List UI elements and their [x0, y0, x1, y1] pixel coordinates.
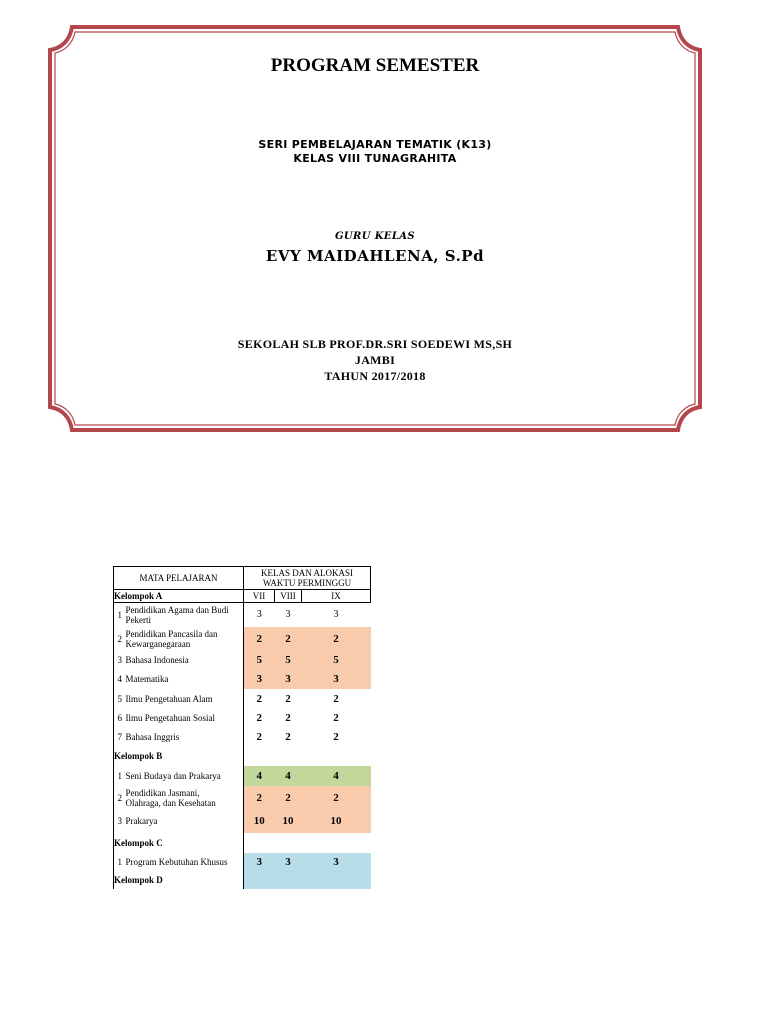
subject-cell [126, 603, 244, 627]
table-row [114, 670, 371, 689]
hours-vii: 2 [244, 627, 275, 651]
hours-ix: 2 [333, 731, 339, 743]
subject-cell [126, 689, 244, 709]
hours-ix: 3 [302, 670, 371, 689]
teacher-label: GURU KELAS [334, 231, 416, 242]
hours-vii: 2 [244, 786, 275, 810]
school-city: JAMBI [354, 353, 396, 367]
hours-viii: 5 [275, 651, 302, 670]
subject-name: Pendidikan Pancasila dan [125, 628, 218, 639]
hours-vii: 2 [256, 712, 263, 724]
table-row [114, 766, 371, 786]
schedule-table [113, 566, 371, 889]
table-row [114, 810, 371, 833]
hours-viii: 3 [285, 609, 291, 621]
series-info [50, 138, 700, 166]
series-line: SERI PEMBELAJARAN TEMATIK (K13) [258, 138, 492, 151]
school-name: SEKOLAH SLB PROF.DR.SRI SOEDEWI MS,SH [237, 337, 513, 351]
subject-cell [126, 709, 244, 728]
hours-vii: 5 [244, 651, 275, 670]
page-title: PROGRAM SEMESTER [270, 55, 480, 76]
subject-name: Ilmu Pengetahuan Sosial [125, 713, 215, 723]
hours-vii: 3 [244, 853, 275, 872]
row-number: 1 [114, 853, 126, 872]
subject-cell [126, 670, 244, 689]
subject-name: Prakarya [125, 816, 158, 826]
table-row [114, 627, 371, 651]
hours-vii: 3 [244, 670, 275, 689]
hours-viii: 2 [285, 692, 291, 705]
subject-name-cont: Kewarganegaraan [125, 638, 191, 649]
subject-name: Matematika [125, 674, 169, 684]
table-row [114, 728, 371, 747]
table-row [114, 651, 371, 670]
table-row [114, 786, 371, 810]
hours-vii: 2 [256, 731, 263, 743]
hours-vii: 2 [256, 692, 263, 705]
subject-name: Pendidikan Agama dan Budi [125, 604, 229, 615]
hours-viii: 10 [275, 810, 302, 833]
schedule-table-wrapper [113, 566, 370, 889]
school-info [50, 336, 700, 384]
row-number: 1 [114, 766, 126, 786]
row-number: 4 [114, 670, 126, 689]
group-row [114, 833, 371, 853]
cover-page [50, 28, 700, 438]
subject-name: Pendidikan Jasmani, [125, 787, 200, 798]
hours-ix: 3 [333, 609, 339, 621]
hours-viii: 2 [275, 627, 302, 651]
subject-cell [126, 728, 244, 747]
row-number: 7 [114, 728, 126, 747]
table-row [114, 853, 371, 872]
subject-cell [126, 786, 244, 810]
subject-name-cont: Olahraga, dan Kesehatan [125, 797, 216, 808]
school-year: TAHUN 2017/2018 [324, 369, 426, 383]
subject-cell [126, 766, 244, 786]
table-row [114, 689, 371, 709]
subject-cell [126, 627, 244, 651]
hours-viii: 2 [285, 731, 291, 743]
row-number: 5 [114, 689, 126, 709]
table-body [114, 590, 371, 889]
hours-ix: 2 [302, 786, 371, 810]
hours-vii: 4 [244, 766, 275, 786]
hours-viii: 2 [275, 786, 302, 810]
class-header-viii: VIII [275, 590, 302, 603]
subject-name-cont: Pekerti [125, 614, 151, 625]
teacher-name: EVY MAIDAHLENA, S.Pd [265, 247, 485, 265]
class-line: KELAS VIII TUNAGRAHITA [293, 152, 457, 165]
hours-viii: 3 [275, 853, 302, 872]
hours-ix: 10 [302, 810, 371, 833]
row-number: 6 [114, 709, 126, 728]
hours-viii: 4 [275, 766, 302, 786]
row-number: 2 [114, 627, 126, 651]
table-row [114, 709, 371, 728]
subject-name: Bahasa Indonesia [125, 655, 189, 665]
row-number: 2 [114, 786, 126, 810]
subject-cell [126, 853, 244, 872]
hours-ix: 2 [302, 627, 371, 651]
group-row [114, 872, 371, 889]
group-label: Kelompok C [114, 833, 244, 853]
group-label: Kelompok B [114, 747, 244, 766]
hours-ix: 2 [333, 692, 339, 705]
hours-vii: 10 [244, 810, 275, 833]
subject-cell [126, 651, 244, 670]
row-number: 3 [114, 810, 126, 833]
class-header-ix: IX [302, 590, 371, 603]
group-filler [244, 833, 371, 853]
header-allocation [244, 567, 371, 590]
group-row [114, 747, 371, 766]
header-allocation-line: WAKTU PERMINGGU [262, 578, 352, 588]
group-filler [244, 872, 371, 889]
group-filler [244, 747, 371, 766]
class-header-vii: VII [244, 590, 275, 603]
header-subject: MATA PELAJARAN [114, 567, 244, 590]
row-number: 1 [114, 603, 126, 627]
hours-vii: 3 [256, 609, 262, 621]
table-header-row [114, 567, 371, 590]
row-number: 3 [114, 651, 126, 670]
group-label: Kelompok A [114, 590, 244, 603]
hours-ix: 5 [302, 651, 371, 670]
subject-name: Bahasa Inggris [125, 732, 180, 742]
hours-viii: 2 [285, 712, 291, 724]
subject-cell [126, 810, 244, 833]
hours-ix: 3 [302, 853, 371, 872]
hours-ix: 4 [302, 766, 371, 786]
subject-name: Seni Budaya dan Prakarya [125, 770, 221, 781]
subject-name: Program Kebutuhan Khusus [125, 857, 228, 867]
hours-viii: 3 [275, 670, 302, 689]
group-label: Kelompok D [114, 872, 244, 889]
table-subheader-row [114, 590, 371, 603]
table-row [114, 603, 371, 627]
subject-name: Ilmu Pengetahuan Alam [125, 693, 213, 704]
hours-ix: 2 [333, 712, 339, 724]
header-allocation-line: KELAS DAN ALOKASI [261, 568, 354, 578]
